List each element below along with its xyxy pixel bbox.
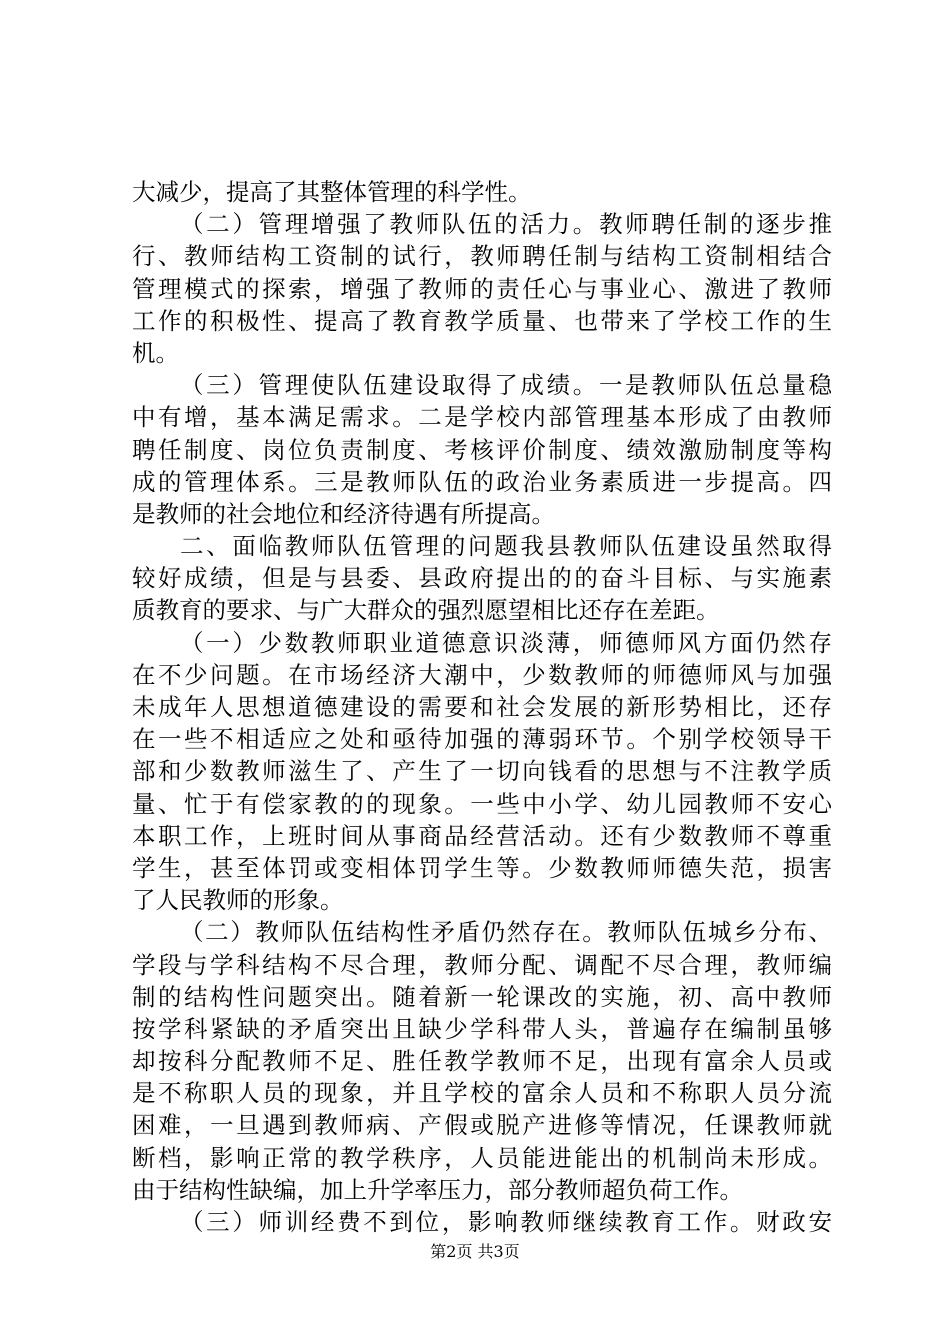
text-line: （二）管理增强了教师队伍的活力。教师聘任制的逐步推 — [180, 210, 832, 239]
text-line: 机。 — [132, 338, 179, 367]
text-line: 行、教师结构工资制的试行，教师聘任制与结构工资制相结合 — [132, 242, 832, 271]
text-line: 较好成绩，但是与县委、县政府提出的的奋斗目标、与实施素 — [132, 564, 832, 593]
text-line: 了人民教师的形象。 — [132, 886, 344, 915]
text-line: 大减少，提高了其整体管理的科学性。 — [132, 178, 532, 206]
text-line: 量、忙于有偿家教的的现象。一些中小学、幼儿园教师不安心 — [132, 789, 832, 818]
page-number-label: 第2页 共3页 — [430, 1242, 520, 1261]
text-line: （一）少数教师职业道德意识淡薄，师德师风方面仍然存 — [180, 628, 832, 657]
text-line: 质教育的要求、与广大群众的强烈愿望相比还存在差距。 — [132, 596, 720, 625]
text-line: 管理模式的探索，增强了教师的责任心与事业心、激进了教师 — [132, 274, 832, 303]
text-line: 断档，影响正常的教学秩序，人员能进能出的机制尚未形成。 — [132, 1143, 832, 1172]
text-line: 学段与学科结构不尽合理，教师分配、调配不尽合理，教师编 — [132, 950, 832, 979]
text-line: 成的管理体系。三是教师队伍的政治业务素质进一步提高。四 — [132, 467, 832, 496]
text-line: 中有增，基本满足需求。二是学校内部管理基本形成了由教师 — [132, 403, 832, 432]
text-line: 未成年人思想道德建设的需要和社会发展的新形势相比，还存 — [132, 693, 832, 721]
text-line: 是不称职人员的现象，并且学校的富余人员和不称职人员分流 — [132, 1079, 832, 1108]
text-line: 学生，甚至体罚或变相体罚学生等。少数教师师德失范，损害 — [132, 853, 832, 882]
text-line: 在一些不相适应之处和亟待加强的薄弱环节。个别学校领导干 — [132, 725, 832, 754]
text-line: 部和少数教师滋生了、产生了一切向钱看的思想与不注教学质 — [132, 757, 832, 786]
text-line: 工作的积极性、提高了教育教学质量、也带来了学校工作的生 — [132, 306, 832, 335]
text-line: （三）师训经费不到位，影响教师继续教育工作。财政安 — [180, 1208, 832, 1236]
text-line: 本职工作，上班时间从事商品经营活动。还有少数教师不尊重 — [132, 821, 832, 850]
text-line: 却按科分配教师不足、胜任教学教师不足，出现有富余人员或 — [132, 1047, 832, 1076]
text-line: 是教师的社会地位和经济待遇有所提高。 — [132, 499, 555, 528]
text-line: 在不少问题。在市场经济大潮中，少数教师的师德师风与加强 — [132, 660, 832, 689]
text-line: （二）教师队伍结构性矛盾仍然存在。教师队伍城乡分布、 — [180, 918, 832, 947]
text-line: 由于结构性缺编，加上升学率压力，部分教师超负荷工作。 — [132, 1175, 743, 1204]
text-line: 按学科紧缺的矛盾突出且缺少学科带人头，普遍存在编制虽够 — [132, 1014, 832, 1043]
text-line: （三）管理使队伍建设取得了成绩。一是教师队伍总量稳 — [180, 371, 832, 400]
text-line: 制的结构性问题突出。随着新一轮课改的实施，初、高中教师 — [132, 982, 832, 1011]
text-line: 二、面临教师队伍管理的问题我县教师队伍建设虽然取得 — [180, 532, 832, 561]
document-body — [132, 176, 832, 1238]
page-footer — [0, 1239, 950, 1262]
text-line: 困难，一旦遇到教师病、产假或脱产进修等情况，任课教师就 — [132, 1111, 832, 1140]
text-line: 聘任制度、岗位负责制度、考核评价制度、绩效激励制度等构 — [132, 435, 832, 464]
